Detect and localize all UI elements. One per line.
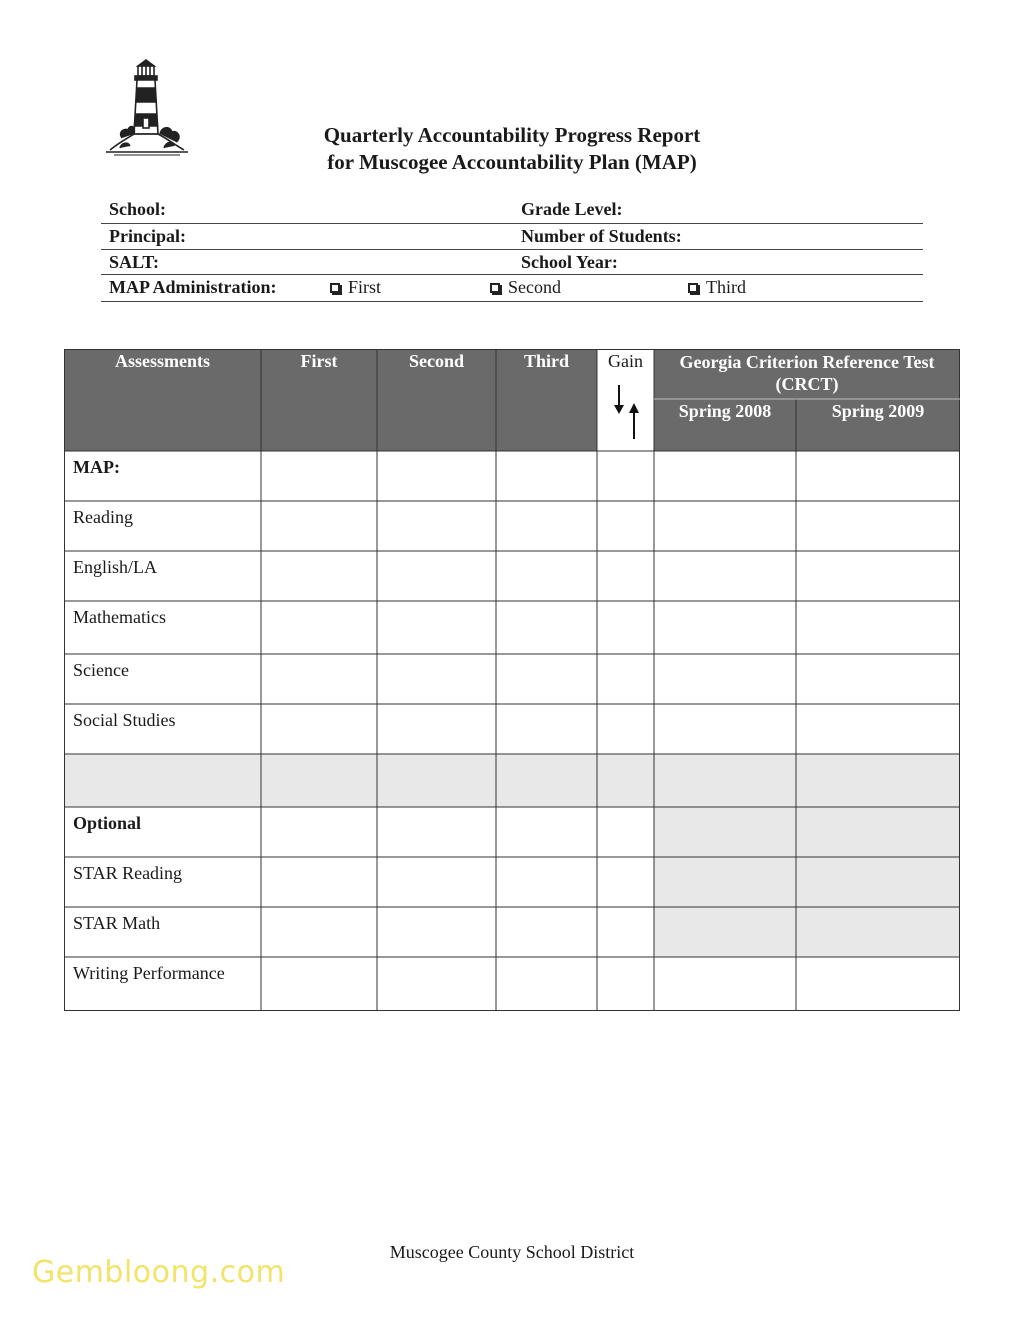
header-spring-2009: Spring 2009 <box>831 401 925 421</box>
checkbox-icon <box>688 283 698 293</box>
divider <box>101 223 923 224</box>
checkbox-third[interactable]: Third <box>688 277 746 298</box>
report-title-line-1: Quarterly Accountability Progress Report <box>323 123 701 147</box>
map-administration-label: MAP Administration: <box>109 277 277 297</box>
school-year-label: School Year: <box>521 252 618 272</box>
school-label: School: <box>109 199 167 219</box>
optional-score-entry-area[interactable] <box>261 807 654 1011</box>
header-gain: Gain <box>608 351 643 371</box>
row-label-star-math: STAR Math <box>73 913 161 933</box>
row-label-star-reading: STAR Reading <box>73 863 183 883</box>
principal-label: Principal: <box>109 226 186 246</box>
checkbox-second[interactable]: Second <box>490 277 561 298</box>
header-third: Third <box>523 351 570 371</box>
checkbox-icon <box>330 283 340 293</box>
header-first: First <box>300 351 338 371</box>
row-label-optional: Optional <box>73 813 142 833</box>
lighthouse-icon <box>100 58 190 158</box>
header-assessments: Assessments <box>64 351 261 372</box>
row-label-english-la: English/LA <box>73 557 157 577</box>
assessment-table <box>64 349 960 1011</box>
row-label-science: Science <box>73 660 129 680</box>
checkbox-first[interactable]: First <box>330 277 381 298</box>
header-spring-2008: Spring 2008 <box>678 401 772 421</box>
header-crct-line-2: (CRCT) <box>775 374 839 394</box>
report-title-line-2: for Muscogee Accountability Plan (MAP) <box>327 150 697 174</box>
divider <box>101 301 923 302</box>
row-label-mathematics: Mathematics <box>73 607 166 627</box>
grade-level-label: Grade Level: <box>521 199 623 219</box>
score-entry-area[interactable] <box>261 451 654 754</box>
row-label-map: MAP: <box>73 457 120 477</box>
footer-district: Muscogee County School District <box>389 1242 635 1262</box>
salt-label: SALT: <box>109 252 160 272</box>
num-students-label: Number of Students: <box>521 226 682 246</box>
header-crct-line-1: Georgia Criterion Reference Test <box>679 352 935 372</box>
row-label-reading: Reading <box>73 507 133 527</box>
watermark-text: Gembloong.com <box>32 1255 286 1290</box>
row-label-social-studies: Social Studies <box>73 710 176 730</box>
checkbox-icon <box>490 283 500 293</box>
row-label-writing-performance: Writing Performance <box>73 963 225 983</box>
divider <box>101 249 923 250</box>
divider <box>101 274 923 275</box>
header-second: Second <box>408 351 464 371</box>
